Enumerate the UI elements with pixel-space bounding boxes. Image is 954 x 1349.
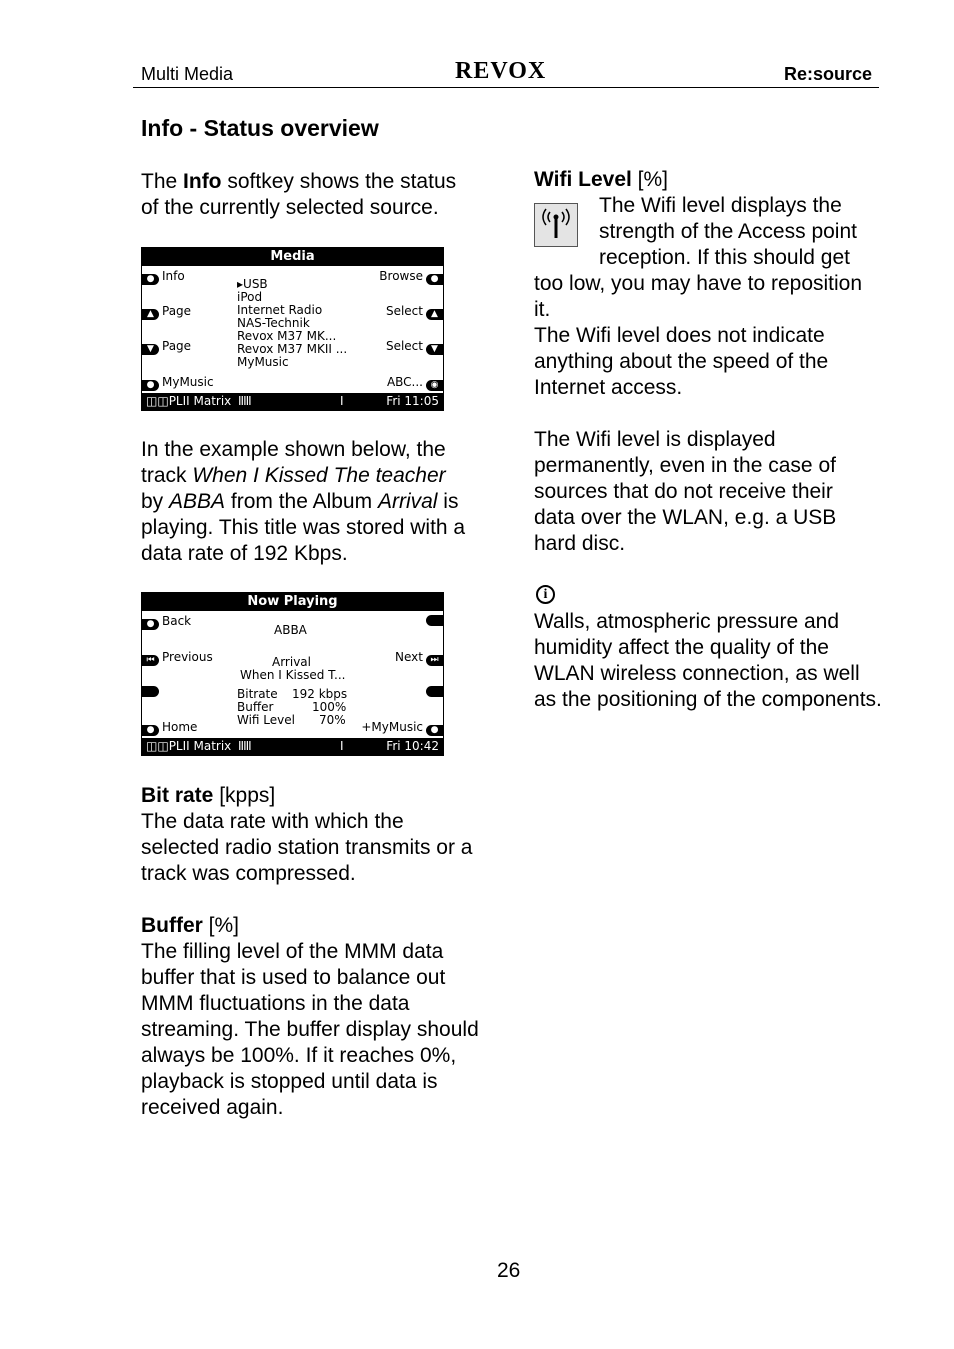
surround-mode: ◫◫PLII Matrix [146,394,232,408]
stat-value: 70% [319,713,346,727]
softkey-blank-left[interactable] [142,685,162,699]
wifi-text: too low, you may have to reposition it. The Wifi level does not indicate anything about the speed of the Internet access. [534,272,863,399]
page-number: 26 [497,1259,521,1282]
softkey-abc[interactable]: ABC... ◉ [387,375,443,391]
screen-footer [142,393,443,410]
round-key-icon: ● [142,380,159,391]
now-playing-screen [141,592,444,756]
screen-footer [142,738,443,755]
example-paragraph: In the example shown below, the track When I Kissed The teacher by ABBA from the Album Arrival is playing. This title was stored with a data rate of 192 Kbps. [141,438,466,565]
softkey-mymusic[interactable]: ● MyMusic [142,375,214,391]
softkey-page-down[interactable]: ▼ Page [142,339,191,355]
surround-mode: ◫◫PLII Matrix [146,739,232,753]
page-title: Info - Status overview [141,115,379,141]
bitrate-section: Bit rate [kpps] The data rate with which the selected radio station transmits or a track was compressed. [141,784,473,885]
softkey-page-up[interactable]: ▲ Page [142,304,191,320]
softkey-blank-top-right[interactable] [423,614,443,628]
list-item[interactable]: ▸USB [237,277,268,291]
header-product: Re:source [783,64,872,84]
volume-marker: I [340,739,344,753]
intro-paragraph: The Info softkey shows the status of the currently selected source. [141,170,457,219]
note-text: Walls, atmospheric pressure and humidity affect the quality of the WLAN wireless connection, as well as the positioning of the components. [534,610,882,711]
wifi-heading: Wifi Level [%] [534,168,669,191]
wifi-antenna-icon [534,203,578,247]
up-arrow-icon: ▲ [426,309,443,320]
softkey-blank-right[interactable] [423,685,443,699]
media-screen [141,247,444,411]
softkey-back[interactable]: ● Back [142,614,191,630]
album-name: Arrival [272,655,311,669]
header-section: Multi Media [141,64,234,84]
next-icon: ⏭ [426,655,443,666]
softkey-select-up[interactable]: Select ▲ [386,304,443,320]
stat-label: Bitrate [237,687,278,701]
clock: Fri 10:42 [386,739,439,753]
softkey-info[interactable]: ● Info [142,269,185,285]
signal-bars: IIIII [238,739,251,753]
stat-label: Wifi Level [237,713,295,727]
softkey-browse[interactable]: Browse ● [379,269,443,285]
stat-value: 100% [312,700,347,714]
buffer-section: Buffer [%] The filling level of the MMM data buffer that is used to balance out MMM fluctuations in the data streaming. The buffer display should always be 100%. If it reaches 0%, playback is stopped until data is received again. [141,914,479,1119]
softkey-next[interactable]: Next ⏭ [395,650,443,666]
track-name: When I Kissed T... [240,668,346,682]
clock: Fri 11:05 [386,394,439,408]
selection-cursor-icon: ▸ [237,277,244,291]
softkey-select-down[interactable]: Select ▼ [386,339,443,355]
wifi-text-2: The Wifi level is displayed permanently, even in the case of sources that do not receive their data over the WLAN, e.g. a USB hard disc. [534,428,837,555]
header-rule [133,87,879,88]
info-icon: i [536,585,555,604]
softkey-add-mymusic[interactable]: +MyMusic ● [361,720,443,736]
list-item[interactable]: iPod [237,290,263,304]
softkey-home[interactable]: ● Home [142,720,197,736]
blank-key-icon [426,686,443,697]
list-item[interactable]: NAS-Technik [237,316,310,330]
blank-key-icon [426,615,443,626]
round-key-icon: ● [142,619,159,630]
previous-icon: ⏮ [142,655,159,666]
wifi-indent-text: The Wifi level displays the strength of the Access point reception. If this should get [599,194,857,269]
blank-key-icon [142,686,159,697]
down-arrow-icon: ▼ [426,344,443,355]
screen-title: Media [142,248,443,266]
round-key-icon: ● [426,725,443,736]
list-item[interactable]: Revox M37 MK... [237,329,337,343]
source-list [237,278,347,369]
up-arrow-icon: ▲ [142,309,159,320]
round-key-icon: ● [426,274,443,285]
softkey-previous[interactable]: ⏮ Previous [142,650,213,666]
artist-name: ABBA [274,623,307,637]
round-key-icon: ● [142,274,159,285]
stat-value: 192 kbps [292,687,348,701]
down-arrow-icon: ▼ [142,344,159,355]
screen-title: Now Playing [142,593,443,611]
round-key-icon: ● [142,725,159,736]
target-key-icon: ◉ [426,380,443,391]
list-item[interactable]: MyMusic [237,355,289,369]
list-item[interactable]: Revox M37 MKII ... [237,342,348,356]
list-item[interactable]: Internet Radio [237,303,323,317]
volume-marker: I [340,394,344,408]
stat-label: Buffer [237,700,274,714]
revox-logo: REVOX [455,58,547,84]
signal-bars: IIIII [238,394,251,408]
